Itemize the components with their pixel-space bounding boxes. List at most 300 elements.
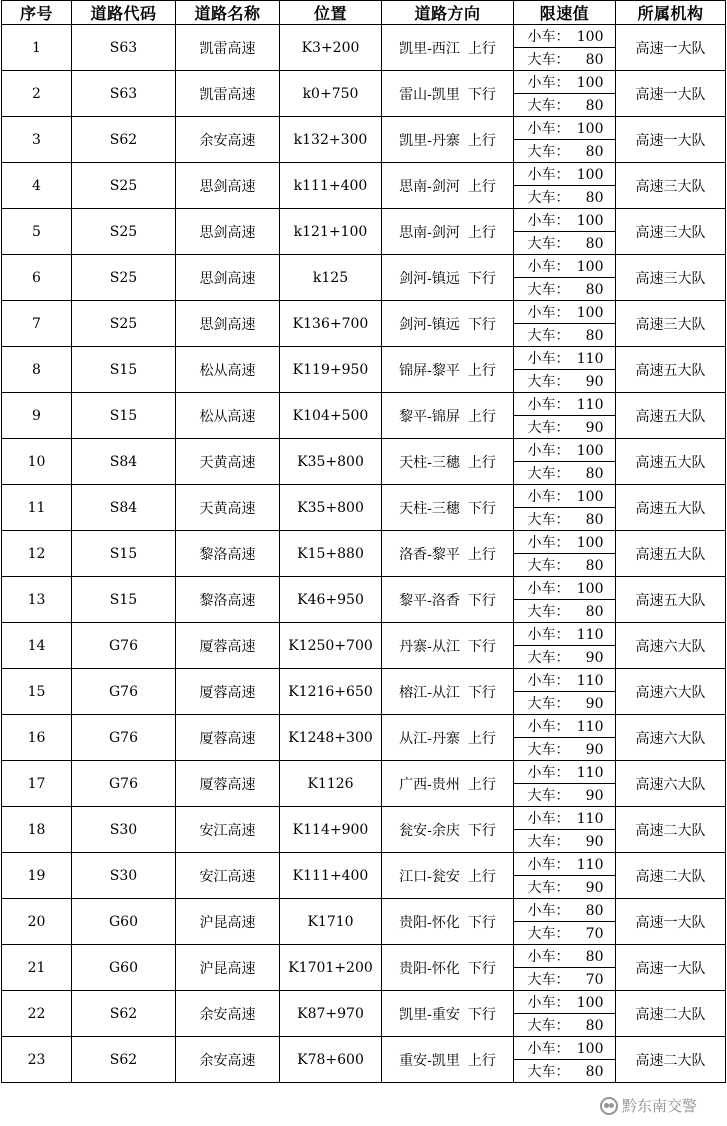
cell-speed-large — [514, 94, 616, 117]
cell-position: K119+950 — [280, 347, 382, 393]
speed-small-label: 小车： — [527, 857, 570, 873]
table-row — [2, 163, 726, 186]
cell-road-code: G76 — [72, 761, 176, 807]
cell-direction — [382, 577, 514, 623]
speed-small-value: 100 — [576, 995, 604, 1011]
cell-position: K87+970 — [280, 991, 382, 1037]
table-row — [2, 623, 726, 646]
direction-route: 剑河-镇远 — [399, 270, 460, 287]
speed-large-label: 大车： — [527, 52, 570, 68]
direction-way: 上行 — [467, 730, 496, 747]
cell-position: K35+800 — [280, 485, 382, 531]
speed-small-label: 小车： — [527, 121, 570, 137]
direction-way: 下行 — [467, 822, 496, 839]
cell-organization: 高速六大队 — [616, 623, 726, 669]
speed-large-label: 大车： — [527, 98, 570, 114]
speed-large-value: 80 — [585, 512, 604, 528]
direction-way: 下行 — [467, 592, 496, 609]
cell-road-code: S25 — [72, 255, 176, 301]
cell-speed-small — [514, 117, 616, 140]
cell-speed-small — [514, 209, 616, 232]
direction-way: 上行 — [467, 408, 496, 425]
header-speed-limit: 限速值 — [514, 1, 616, 25]
speed-small-label: 小车： — [527, 1041, 570, 1057]
cell-direction — [382, 669, 514, 715]
direction-route: 黎平-洛香 — [399, 592, 460, 609]
direction-route: 贵阳-怀化 — [399, 914, 460, 931]
cell-direction — [382, 439, 514, 485]
direction-route: 天柱-三穗 — [399, 500, 460, 517]
cell-speed-small — [514, 761, 616, 784]
speed-large-label: 大车： — [527, 558, 570, 574]
direction-way: 上行 — [467, 40, 496, 57]
speed-small-label: 小车： — [527, 29, 570, 45]
cell-road-code: S25 — [72, 163, 176, 209]
cell-position: K136+700 — [280, 301, 382, 347]
cell-speed-small — [514, 715, 616, 738]
cell-road-code: S15 — [72, 347, 176, 393]
cell-index: 14 — [2, 623, 72, 669]
direction-route: 榕江-从江 — [399, 684, 460, 701]
cell-position: K1710 — [280, 899, 382, 945]
cell-position: k111+400 — [280, 163, 382, 209]
cell-direction — [382, 623, 514, 669]
direction-way: 上行 — [467, 868, 496, 885]
cell-position: K104+500 — [280, 393, 382, 439]
cell-direction — [382, 255, 514, 301]
cell-speed-large — [514, 554, 616, 577]
header-index: 序号 — [2, 1, 72, 25]
cell-speed-large — [514, 830, 616, 853]
cell-road-name: 余安高速 — [176, 1037, 280, 1083]
cell-speed-small — [514, 255, 616, 278]
speed-large-label: 大车： — [527, 834, 570, 850]
cell-road-name: 松从高速 — [176, 347, 280, 393]
cell-speed-large — [514, 646, 616, 669]
cell-speed-small — [514, 25, 616, 48]
header-road-code: 道路代码 — [72, 1, 176, 25]
cell-direction — [382, 807, 514, 853]
speed-large-value: 90 — [585, 880, 604, 896]
table-row — [2, 485, 726, 508]
speed-large-value: 70 — [585, 926, 604, 942]
speed-small-value: 110 — [576, 397, 604, 413]
cell-road-code: S84 — [72, 485, 176, 531]
cell-road-code: S15 — [72, 393, 176, 439]
cell-index: 3 — [2, 117, 72, 163]
cell-speed-small — [514, 393, 616, 416]
cell-organization: 高速二大队 — [616, 807, 726, 853]
cell-position: K1248+300 — [280, 715, 382, 761]
table-row — [2, 255, 726, 278]
speed-large-value: 90 — [585, 374, 604, 390]
speed-small-value: 100 — [576, 75, 604, 91]
cell-direction — [382, 485, 514, 531]
direction-way: 上行 — [467, 546, 496, 563]
speed-large-label: 大车： — [527, 512, 570, 528]
speed-small-label: 小车： — [527, 259, 570, 275]
cell-direction — [382, 1037, 514, 1083]
cell-speed-large — [514, 140, 616, 163]
speed-large-value: 80 — [585, 190, 604, 206]
cell-direction — [382, 301, 514, 347]
speed-large-value: 90 — [585, 696, 604, 712]
speed-large-value: 90 — [585, 788, 604, 804]
cell-direction — [382, 991, 514, 1037]
speed-large-value: 80 — [585, 466, 604, 482]
direction-way: 下行 — [467, 914, 496, 931]
cell-index: 17 — [2, 761, 72, 807]
speed-small-value: 80 — [585, 949, 604, 965]
cell-organization: 高速五大队 — [616, 347, 726, 393]
table-row — [2, 301, 726, 324]
header-direction: 道路方向 — [382, 1, 514, 25]
table-row — [2, 991, 726, 1014]
cell-speed-small — [514, 807, 616, 830]
direction-way: 下行 — [467, 270, 496, 287]
speed-large-label: 大车： — [527, 236, 570, 252]
speed-small-label: 小车： — [527, 213, 570, 229]
cell-direction — [382, 25, 514, 71]
direction-way: 下行 — [467, 684, 496, 701]
direction-way: 上行 — [467, 132, 496, 149]
cell-position: K78+600 — [280, 1037, 382, 1083]
cell-index: 8 — [2, 347, 72, 393]
speed-large-value: 80 — [585, 604, 604, 620]
speed-small-label: 小车： — [527, 75, 570, 91]
cell-speed-large — [514, 922, 616, 945]
cell-speed-small — [514, 623, 616, 646]
cell-speed-small — [514, 577, 616, 600]
cell-speed-large — [514, 968, 616, 991]
direction-way: 上行 — [467, 178, 496, 195]
cell-organization: 高速二大队 — [616, 991, 726, 1037]
speed-small-value: 80 — [585, 903, 604, 919]
cell-road-name: 余安高速 — [176, 117, 280, 163]
speed-large-value: 80 — [585, 1064, 604, 1080]
cell-index: 4 — [2, 163, 72, 209]
speed-small-label: 小车： — [527, 489, 570, 505]
speed-small-value: 100 — [576, 213, 604, 229]
cell-direction — [382, 209, 514, 255]
speed-small-value: 100 — [576, 489, 604, 505]
direction-route: 瓮安-余庆 — [399, 822, 460, 839]
cell-index: 21 — [2, 945, 72, 991]
cell-road-name: 思剑高速 — [176, 301, 280, 347]
cell-organization: 高速五大队 — [616, 577, 726, 623]
cell-organization: 高速二大队 — [616, 853, 726, 899]
cell-position: K1701+200 — [280, 945, 382, 991]
cell-organization: 高速一大队 — [616, 899, 726, 945]
speed-large-value: 80 — [585, 558, 604, 574]
header-position: 位置 — [280, 1, 382, 25]
speed-small-label: 小车： — [527, 351, 570, 367]
direction-way: 下行 — [467, 638, 496, 655]
cell-speed-large — [514, 1060, 616, 1083]
speed-small-value: 100 — [576, 443, 604, 459]
cell-index: 13 — [2, 577, 72, 623]
direction-route: 从江-丹寨 — [399, 730, 460, 747]
table-row — [2, 439, 726, 462]
cell-road-code: S62 — [72, 1037, 176, 1083]
table-row — [2, 71, 726, 94]
cell-road-name: 黎洛高速 — [176, 531, 280, 577]
cell-organization: 高速六大队 — [616, 669, 726, 715]
cell-index: 11 — [2, 485, 72, 531]
speed-large-label: 大车： — [527, 696, 570, 712]
cell-speed-small — [514, 301, 616, 324]
table-row — [2, 1037, 726, 1060]
cell-index: 23 — [2, 1037, 72, 1083]
cell-road-code: S63 — [72, 71, 176, 117]
direction-way: 下行 — [467, 960, 496, 977]
cell-speed-large — [514, 416, 616, 439]
cell-road-code: S62 — [72, 991, 176, 1037]
cell-organization: 高速一大队 — [616, 71, 726, 117]
cell-organization: 高速一大队 — [616, 945, 726, 991]
cell-index: 9 — [2, 393, 72, 439]
cell-speed-large — [514, 784, 616, 807]
cell-road-code: S15 — [72, 531, 176, 577]
cell-road-name: 安江高速 — [176, 853, 280, 899]
table-row — [2, 117, 726, 140]
cell-speed-small — [514, 531, 616, 554]
cell-road-name: 松从高速 — [176, 393, 280, 439]
speed-large-value: 80 — [585, 282, 604, 298]
speed-large-value: 90 — [585, 420, 604, 436]
cell-road-code: S30 — [72, 853, 176, 899]
cell-speed-large — [514, 278, 616, 301]
cell-position: k0+750 — [280, 71, 382, 117]
speed-small-label: 小车： — [527, 535, 570, 551]
cell-speed-large — [514, 370, 616, 393]
speed-small-value: 100 — [576, 29, 604, 45]
direction-route: 贵阳-怀化 — [399, 960, 460, 977]
speed-small-label: 小车： — [527, 443, 570, 459]
direction-way: 下行 — [467, 500, 496, 517]
speed-small-value: 110 — [576, 811, 604, 827]
cell-direction — [382, 393, 514, 439]
cell-speed-small — [514, 945, 616, 968]
cell-organization: 高速五大队 — [616, 393, 726, 439]
cell-organization: 高速一大队 — [616, 117, 726, 163]
speed-large-label: 大车： — [527, 650, 570, 666]
cell-road-code: S30 — [72, 807, 176, 853]
speed-small-label: 小车： — [527, 949, 570, 965]
direction-way: 下行 — [467, 316, 496, 333]
direction-route: 凯里-丹寨 — [399, 132, 460, 149]
watermark — [600, 1095, 697, 1116]
speed-large-value: 80 — [585, 98, 604, 114]
cell-road-name: 沪昆高速 — [176, 899, 280, 945]
direction-route: 重安-凯里 — [399, 1052, 460, 1069]
table-row — [2, 807, 726, 830]
direction-way: 上行 — [467, 776, 496, 793]
direction-way: 上行 — [467, 362, 496, 379]
cell-road-name: 安江高速 — [176, 807, 280, 853]
speed-large-label: 大车： — [527, 1018, 570, 1034]
speed-large-label: 大车： — [527, 926, 570, 942]
table-row — [2, 853, 726, 876]
cell-road-name: 沪昆高速 — [176, 945, 280, 991]
cell-direction — [382, 853, 514, 899]
speed-large-value: 80 — [585, 52, 604, 68]
cell-position: K114+900 — [280, 807, 382, 853]
cell-position: K15+880 — [280, 531, 382, 577]
cell-direction — [382, 945, 514, 991]
cell-speed-small — [514, 853, 616, 876]
header-road-name: 道路名称 — [176, 1, 280, 25]
direction-route: 剑河-镇远 — [399, 316, 460, 333]
table-row — [2, 531, 726, 554]
cell-road-name: 厦蓉高速 — [176, 669, 280, 715]
direction-route: 思南-剑河 — [399, 178, 460, 195]
speed-large-label: 大车： — [527, 420, 570, 436]
table-body — [2, 25, 726, 1083]
direction-way: 上行 — [467, 1052, 496, 1069]
speed-small-value: 100 — [576, 121, 604, 137]
direction-way: 下行 — [467, 86, 496, 103]
speed-small-label: 小车： — [527, 581, 570, 597]
cell-direction — [382, 347, 514, 393]
cell-organization: 高速三大队 — [616, 255, 726, 301]
speed-large-label: 大车： — [527, 466, 570, 482]
cell-organization: 高速二大队 — [616, 1037, 726, 1083]
cell-index: 22 — [2, 991, 72, 1037]
direction-route: 凯里-西江 — [399, 40, 460, 57]
cell-position: K46+950 — [280, 577, 382, 623]
cell-organization: 高速六大队 — [616, 761, 726, 807]
cell-index: 20 — [2, 899, 72, 945]
cell-index: 1 — [2, 25, 72, 71]
cell-road-code: S25 — [72, 209, 176, 255]
cell-organization: 高速三大队 — [616, 301, 726, 347]
direction-route: 天柱-三穗 — [399, 454, 460, 471]
speed-large-label: 大车： — [527, 972, 570, 988]
table-row — [2, 347, 726, 370]
speed-small-value: 100 — [576, 259, 604, 275]
cell-road-code: S62 — [72, 117, 176, 163]
direction-route: 江口-瓮安 — [399, 868, 460, 885]
speed-small-label: 小车： — [527, 811, 570, 827]
cell-road-name: 思剑高速 — [176, 209, 280, 255]
cell-index: 10 — [2, 439, 72, 485]
watermark-text: 黔东南交警 — [621, 1097, 697, 1115]
speed-small-value: 110 — [576, 351, 604, 367]
cell-road-name: 厦蓉高速 — [176, 761, 280, 807]
speed-small-value: 110 — [576, 627, 604, 643]
cell-direction — [382, 715, 514, 761]
cell-position: K1216+650 — [280, 669, 382, 715]
cell-road-code: G76 — [72, 623, 176, 669]
speed-small-value: 100 — [576, 581, 604, 597]
speed-small-label: 小车： — [527, 765, 570, 781]
direction-route: 广西-贵州 — [399, 776, 460, 793]
header-row — [2, 1, 726, 25]
cell-index: 7 — [2, 301, 72, 347]
cell-road-name: 天黄高速 — [176, 439, 280, 485]
cell-direction — [382, 71, 514, 117]
direction-route: 黎平-锦屏 — [399, 408, 460, 425]
direction-route: 洛香-黎平 — [399, 546, 460, 563]
cell-speed-small — [514, 71, 616, 94]
cell-road-name: 黎洛高速 — [176, 577, 280, 623]
cell-road-code: G76 — [72, 715, 176, 761]
table-row — [2, 393, 726, 416]
speed-small-value: 110 — [576, 765, 604, 781]
cell-index: 2 — [2, 71, 72, 117]
speed-small-label: 小车： — [527, 673, 570, 689]
speed-small-label: 小车： — [527, 397, 570, 413]
wechat-icon — [600, 1097, 618, 1115]
cell-index: 18 — [2, 807, 72, 853]
cell-organization: 高速五大队 — [616, 531, 726, 577]
cell-index: 6 — [2, 255, 72, 301]
cell-position: K1250+700 — [280, 623, 382, 669]
table-row — [2, 945, 726, 968]
cell-speed-small — [514, 669, 616, 692]
cell-index: 12 — [2, 531, 72, 577]
speed-large-label: 大车： — [527, 144, 570, 160]
table-row — [2, 669, 726, 692]
direction-way: 上行 — [467, 224, 496, 241]
direction-way: 下行 — [467, 1006, 496, 1023]
cell-speed-small — [514, 163, 616, 186]
speed-small-label: 小车： — [527, 167, 570, 183]
direction-route: 锦屏-黎平 — [399, 362, 460, 379]
speed-small-value: 100 — [576, 535, 604, 551]
cell-position: K35+800 — [280, 439, 382, 485]
table-row — [2, 761, 726, 784]
speed-large-value: 80 — [585, 236, 604, 252]
speed-large-value: 80 — [585, 1018, 604, 1034]
speed-large-label: 大车： — [527, 374, 570, 390]
cell-organization: 高速三大队 — [616, 209, 726, 255]
cell-road-code: S15 — [72, 577, 176, 623]
table-row — [2, 25, 726, 48]
cell-organization: 高速五大队 — [616, 439, 726, 485]
speed-large-value: 70 — [585, 972, 604, 988]
speed-limit-table — [1, 0, 726, 1083]
cell-position: K1126 — [280, 761, 382, 807]
cell-index: 5 — [2, 209, 72, 255]
cell-index: 15 — [2, 669, 72, 715]
speed-small-label: 小车： — [527, 305, 570, 321]
cell-speed-large — [514, 692, 616, 715]
speed-large-label: 大车： — [527, 604, 570, 620]
cell-speed-small — [514, 485, 616, 508]
table-row — [2, 577, 726, 600]
cell-speed-large — [514, 48, 616, 71]
cell-speed-large — [514, 232, 616, 255]
table-row — [2, 899, 726, 922]
speed-small-value: 100 — [576, 305, 604, 321]
table-row — [2, 715, 726, 738]
cell-organization: 高速三大队 — [616, 163, 726, 209]
cell-road-code: G76 — [72, 669, 176, 715]
speed-large-label: 大车： — [527, 328, 570, 344]
speed-large-value: 80 — [585, 144, 604, 160]
cell-speed-large — [514, 462, 616, 485]
speed-small-label: 小车： — [527, 627, 570, 643]
cell-organization: 高速六大队 — [616, 715, 726, 761]
header-organization: 所属机构 — [616, 1, 726, 25]
speed-small-value: 100 — [576, 167, 604, 183]
cell-speed-large — [514, 600, 616, 623]
cell-road-name: 思剑高速 — [176, 255, 280, 301]
cell-position: K3+200 — [280, 25, 382, 71]
cell-direction — [382, 899, 514, 945]
